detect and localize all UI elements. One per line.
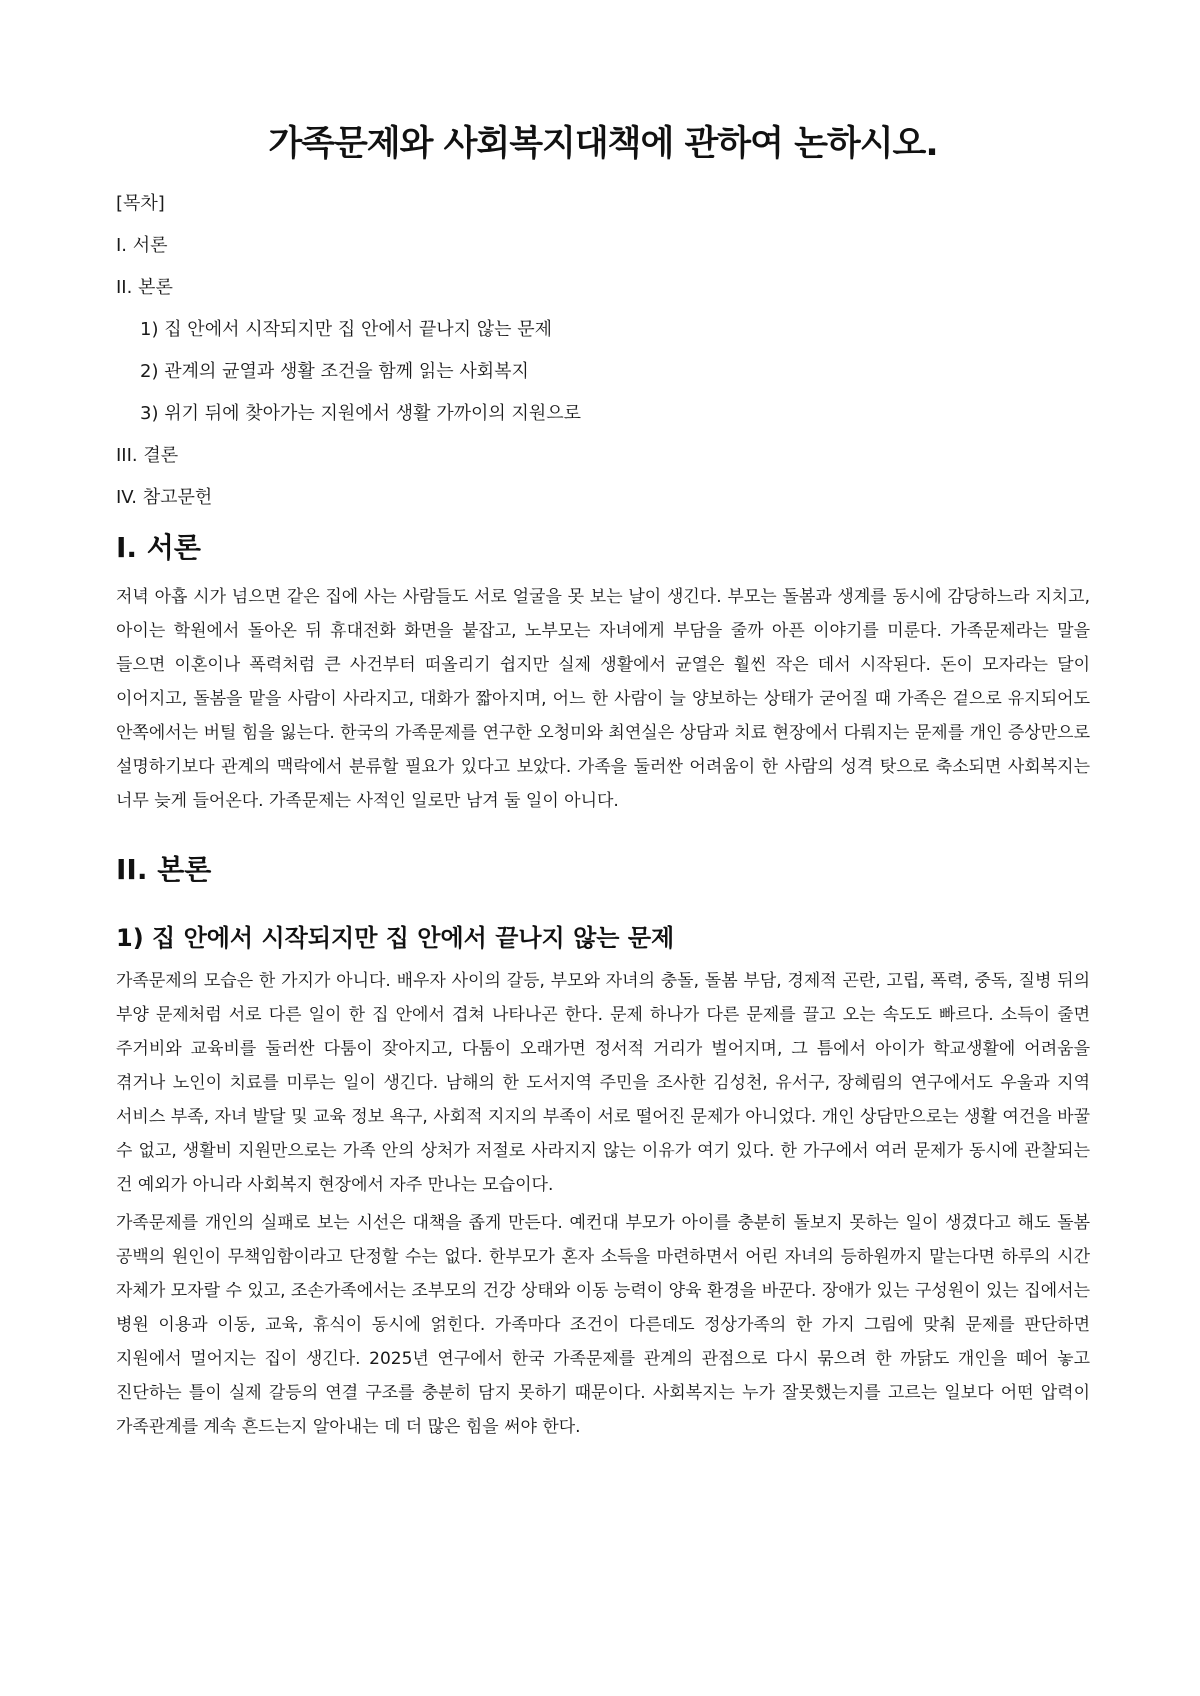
document-page <box>116 118 1090 1448</box>
body-paragraph: 가족문제의 모습은 한 가지가 아니다. 배우자 사이의 갈등, 부모와 자녀의 충돌, 돌봄 부담, 경제적 곤란, 고립, 폭력, 중독, 질병 뒤의 부양 문제처럼 서로 다른 일이 한 집 안에서 겹쳐 나타나곤 한다. 문제 하나가 다른 문제를 끌고 오는 속도도 빠르다. 소득이 줄면 주거비와 교육비를 둘러싼 다툼이 잦아지고, 다툼이 오래가면 정서적 거리가 벌어지며, 그 틈에서 아이가 학교생활에 어려움을 겪거나 노인이 치료를 미루는 일이 생긴다. 남해의 한 도서지역 주민을 조사한 김성천, 유서구, 장혜림의 연구에서도 우울과 지역 서비스 부족, 자녀 발달 및 교육 정보 욕구, 사회적 지지의 부족이 서로 떨어진 문제가 아니었다. 개인 상담만으로는 생활 여건을 바꿀 수 없고, 생활비 지원만으로는 가족 안의 상처가 저절로 사라지지 않는 이유가 여기 있다. 한 가구에서 여러 문제가 동시에 관찰되는 건 예외가 아니라 사회복지 현장에서 자주 만나는 모습이다. <box>116 971 1090 1195</box>
table-of-contents <box>116 192 1090 510</box>
toc-item-references: IV. 참고문헌 <box>116 487 213 508</box>
intro-paragraph: 저녁 아홉 시가 넘으면 같은 집에 사는 사람들도 서로 얼굴을 못 보는 날이 생긴다. 부모는 돌봄과 생계를 동시에 감당하느라 지치고, 아이는 학원에서 돌아온 뒤 휴대전화 화면을 붙잡고, 노부모는 자녀에게 부담을 줄까 아픈 이야기를 미룬다. 가족문제라는 말을 들으면 이혼이나 폭력처럼 큰 사건부터 떠올리기 쉽지만 실제 생활에서 균열은 훨씬 작은 데서 시작된다. 돈이 모자라는 달이 이어지고, 돌봄을 맡을 사람이 사라지고, 대화가 짧아지며, 어느 한 사람이 늘 양보하는 상태가 굳어질 때 가족은 겉으로 유지되어도 안쪽에서는 버틸 힘을 잃는다. 한국의 가족문제를 연구한 오청미와 최연실은 상담과 치료 현장에서 다뤄지는 문제를 개인 증상만으로 설명하기보다 관계의 맥락에서 분류할 필요가 있다고 보았다. 가족을 둘러싼 어려움이 한 사람의 성격 탓으로 축소되면 사회복지는 너무 늦게 들어온다. 가족문제는 사적인 일로만 남겨 둘 일이 아니다. <box>116 587 1090 811</box>
toc-item-body-sub3: 3) 위기 뒤에 찾아가는 지원에서 생활 가까이의 지원으로 <box>140 403 582 424</box>
toc-item-body-sub1: 1) 집 안에서 시작되지만 집 안에서 끝나지 않는 문제 <box>140 319 553 340</box>
section-heading-intro: I. 서론 <box>116 531 201 564</box>
toc-item-conclusion: III. 결론 <box>116 445 179 466</box>
toc-heading: [목차] <box>116 193 165 214</box>
section-heading-body: II. 본론 <box>116 853 212 886</box>
body-paragraph: 가족문제를 개인의 실패로 보는 시선은 대책을 좁게 만든다. 예컨대 부모가 아이를 충분히 돌보지 못하는 일이 생겼다고 해도 돌봄 공백의 원인이 무책임함이라고 단정할 수는 없다. 한부모가 혼자 소득을 마련하면서 어린 자녀의 등하원까지 맡는다면 하루의 시간 자체가 모자랄 수 있고, 조손가족에서는 조부모의 건강 상태와 이동 능력이 양육 환경을 바꾼다. 장애가 있는 구성원이 있는 집에서는 병원 이용과 이동, 교육, 휴식이 동시에 얽힌다. 가족마다 조건이 다른데도 정상가족의 한 가지 그림에 맞춰 문제를 판단하면 지원에서 멀어지는 집이 생긴다. 2025년 연구에서 한국 가족문제를 관계의 관점으로 다시 묶으려 한 까닭도 개인을 떼어 놓고 진단하는 틀이 실제 갈등의 연결 구조를 충분히 담지 못하기 때문이다. 사회복지는 누가 잘못했는지를 고르는 일보다 어떤 압력이 가족관계를 계속 흔드는지 알아내는 데 더 많은 힘을 써야 한다. <box>116 1213 1090 1437</box>
toc-item-body-sub2: 2) 관계의 균열과 생활 조건을 함께 읽는 사회복지 <box>140 361 529 382</box>
subsection-heading-1: 1) 집 안에서 시작되지만 집 안에서 끝나지 않는 문제 <box>116 924 675 952</box>
section-intro <box>116 530 1090 818</box>
section-body <box>116 852 1090 1444</box>
toc-item-body: II. 본론 <box>116 277 173 298</box>
toc-item-intro: I. 서론 <box>116 235 168 256</box>
document-title: 가족문제와 사회복지대책에 관하여 논하시오. <box>268 124 938 164</box>
